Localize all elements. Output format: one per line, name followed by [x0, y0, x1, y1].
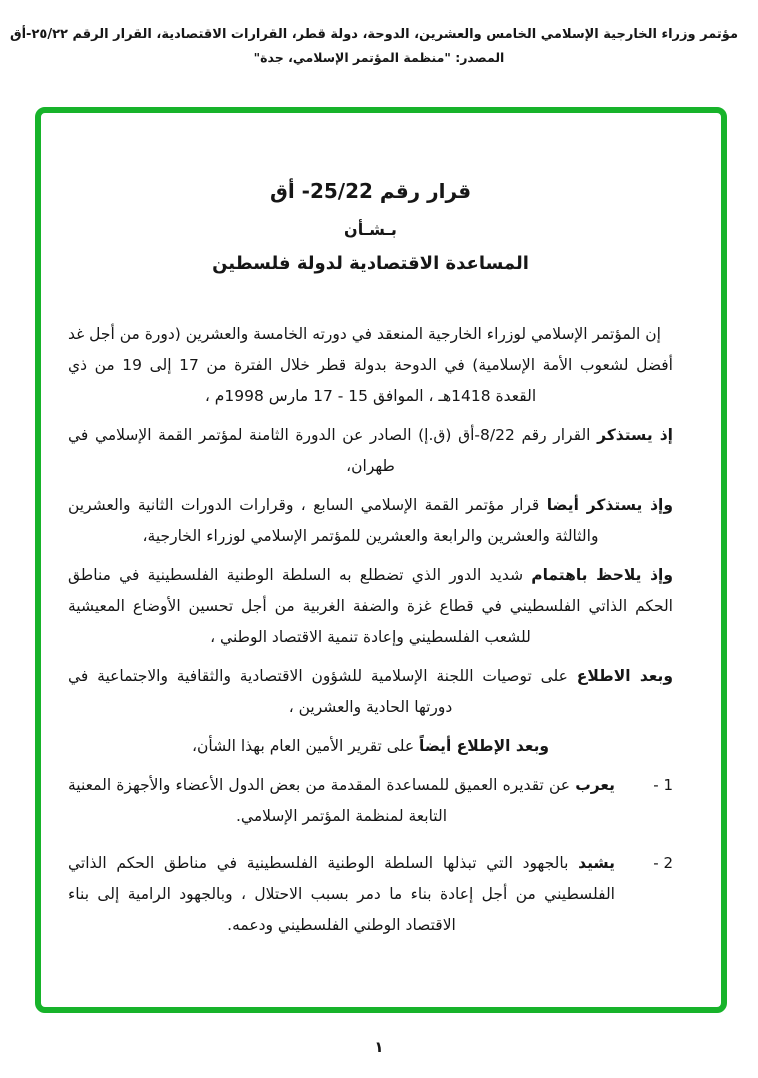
item-text — [68, 848, 615, 941]
resolution-body — [68, 178, 673, 957]
item-number: 1 - — [653, 776, 673, 794]
preamble-lead: وإذ يستذكر أيضا — [546, 496, 674, 514]
preamble-lead: إذ يستذكر — [597, 426, 673, 444]
resolution-subject-title: المساعدة الاقتصادية لدولة فلسطين — [212, 253, 529, 274]
resolution-number-title: قرار رقم 25/22- أق — [269, 179, 472, 203]
preamble-paragraph — [68, 661, 673, 723]
page-number: ١ — [374, 1038, 384, 1056]
item-lead: يشيد — [578, 854, 615, 872]
header-source-line: المصدر: "منظمة المؤتمر الإسلامي، جدة" — [253, 50, 505, 65]
preamble-text: على تقرير الأمين العام بهذا الشأن، — [191, 737, 420, 755]
preamble-paragraph — [68, 319, 673, 412]
preamble-text: شديد الدور الذي تضطلع به السلطة الوطنية الفلسطينية في مناطق الحكم الذاتي الفلسطيني في قطاع غزة والضفة الغربية من أجل تحسين الأوضاع المعيشية للشعب الفلسطيني وإعادة تنمية الاقتصاد الوطني ، — [68, 566, 673, 646]
preamble-lead: وبعد الإطلاع أيضاً — [419, 737, 550, 755]
preamble-lead: وإذ يلاحظ باهتمام — [531, 566, 674, 584]
preamble-text: القرار رقم 8/22-أق (ق.إ) الصادر عن الدورة الثامنة لمؤتمر القمة الإسلامي في طهران، — [68, 426, 598, 475]
preamble-paragraph — [68, 731, 673, 762]
item-body: بالجهود التي تبذلها السلطة الوطنية الفلسطينية في مناطق الحكم الذاتي الفلسطيني من أجل إعادة بناء ما دمر بسبب الاحتلال ، وبالجهود الرامية إلى بناء الاقتصاد الوطني الفلسطيني ودعمه. — [68, 854, 615, 934]
preamble-text: قرار مؤتمر القمة الإسلامي السابع ، وقرارات الدورات الثانية والعشرين والثالثة والعشرين والرابعة والعشرين للمؤتمر الإسلامي لوزراء الخارجية، — [68, 496, 599, 545]
header-citation-line: مؤتمر وزراء الخارجية الإسلامي الخامس والعشرين، الدوحة، دولة قطر، القرارات الاقتصادية، القرار الرقم ٢٥/٢٢-أق — [9, 27, 738, 42]
operative-item — [68, 770, 673, 832]
item-lead: يعرب — [575, 776, 615, 794]
document-header — [9, 27, 738, 65]
operative-item — [68, 848, 673, 941]
item-number: 2 - — [653, 854, 673, 872]
preamble-paragraph — [68, 420, 673, 482]
preamble-text: على توصيات اللجنة الإسلامية للشؤون الاقتصادية والثقافية والاجتماعية في دورتها الحادية والعشرين ، — [68, 667, 577, 716]
preamble-paragraph — [68, 490, 673, 552]
preamble-text: إن المؤتمر الإسلامي لوزراء الخارجية المنعقد في دورته الخامسة والعشرين (دورة من أجل غد أفضل لشعوب الأمة الإسلامية) في الدوحة بدولة قطر خلال الفترة من 17 إلى 19 من ذي القعدة 1418هـ ، الموافق 15 - 17 مارس 1998م ، — [68, 325, 673, 405]
item-body: عن تقديره العميق للمساعدة المقدمة من بعض الدول الأعضاء والأجهزة المعنية التابعة لمنظمة المؤتمر الإسلامي. — [68, 776, 576, 825]
resolution-regarding-label: بـشـأن — [344, 220, 397, 239]
preamble-paragraph — [68, 560, 673, 653]
operative-items-section — [68, 770, 673, 941]
item-text — [68, 770, 615, 832]
preamble-section — [68, 319, 673, 762]
preamble-lead: وبعد الاطلاع — [576, 667, 673, 685]
